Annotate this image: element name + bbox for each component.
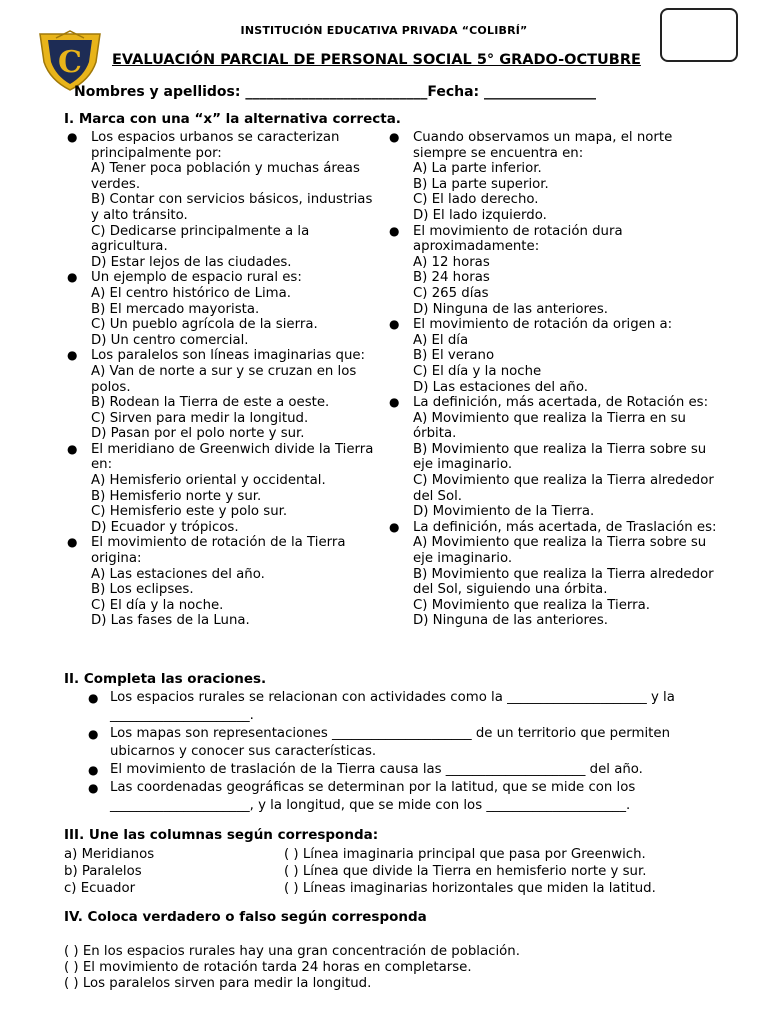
exam-title: EVALUACIÓN PARCIAL DE PERSONAL SOCIAL 5° GRADO-OCTUBRE bbox=[112, 52, 641, 68]
answer-option[interactable]: D) Las estaciones del año. bbox=[413, 379, 588, 395]
question-item bbox=[64, 442, 382, 536]
completion-item bbox=[88, 761, 728, 779]
match-term: b) Paralelos bbox=[64, 864, 142, 879]
question-text: Los paralelos son líneas imaginarias que: bbox=[91, 348, 366, 364]
section-2-items bbox=[88, 689, 728, 815]
answer-option[interactable]: A) Hemisferio oriental y occidental. bbox=[91, 473, 326, 489]
question-item bbox=[64, 348, 382, 442]
answer-option[interactable]: D) Ninguna de las anteriores. bbox=[413, 613, 609, 629]
section-1-left-column bbox=[64, 130, 382, 629]
answer-option[interactable]: A) Tener poca población y muchas áreas verdes. bbox=[91, 161, 360, 192]
bullet-icon: ● bbox=[389, 519, 400, 534]
answer-option[interactable]: C) El lado derecho. bbox=[413, 192, 539, 208]
bullet-icon: ● bbox=[389, 317, 400, 332]
answer-option[interactable]: C) Sirven para medir la longitud. bbox=[91, 410, 309, 426]
answer-option[interactable]: B) Hemisferio norte y sur. bbox=[91, 488, 262, 504]
answer-option[interactable]: B) Rodean la Tierra de este a oeste. bbox=[91, 395, 330, 411]
answer-option[interactable]: B) Los eclipses. bbox=[91, 582, 194, 598]
question-item bbox=[386, 317, 726, 395]
school-name: INSTITUCIÓN EDUCATIVA PRIVADA “COLIBRÍ” bbox=[240, 24, 528, 37]
bullet-icon: ● bbox=[389, 395, 400, 410]
bullet-icon: ● bbox=[88, 781, 99, 795]
answer-option[interactable]: D) Un centro comercial. bbox=[91, 332, 249, 348]
answer-option[interactable]: B) Movimiento que realiza la Tierra sobre su eje imaginario. bbox=[413, 441, 707, 473]
bullet-icon: ● bbox=[389, 130, 400, 144]
bullet-icon: ● bbox=[67, 535, 78, 550]
match-term: c) Ecuador bbox=[64, 881, 136, 896]
logo-letter: C bbox=[58, 45, 82, 80]
completion-item bbox=[88, 779, 728, 815]
completion-text[interactable]: El movimiento de traslación de la Tierra causa las _____________________ del año. bbox=[110, 762, 643, 777]
question-text: La definición, más acertada, de Rotación es: bbox=[413, 395, 709, 411]
answer-option[interactable]: D) Estar lejos de las ciudades. bbox=[91, 254, 292, 270]
bullet-icon: ● bbox=[67, 348, 78, 363]
true-false-item[interactable]: ( ) En los espacios rurales hay una gran concentración de población. bbox=[64, 944, 520, 959]
true-false-item[interactable]: ( ) El movimiento de rotación tarda 24 horas en completarse. bbox=[64, 960, 472, 975]
answer-option[interactable]: A) 12 horas bbox=[413, 254, 490, 270]
answer-option[interactable]: C) Hemisferio este y polo sur. bbox=[91, 504, 288, 520]
answer-option[interactable]: B) 24 horas bbox=[413, 270, 490, 286]
answer-option[interactable]: B) Contar con servicios básicos, industrias y alto tránsito. bbox=[91, 192, 373, 223]
question-text: Los espacios urbanos se caracterizan principalmente por: bbox=[91, 130, 340, 161]
bullet-icon: ● bbox=[88, 691, 99, 705]
match-definition[interactable]: ( ) Líneas imaginarias horizontales que miden la latitud. bbox=[284, 881, 656, 896]
section-4-heading: IV. Coloca verdadero o falso según corresponda bbox=[64, 909, 427, 925]
answer-option[interactable]: C) 265 días bbox=[413, 285, 489, 301]
question-item bbox=[386, 395, 726, 520]
completion-text[interactable]: Los mapas son representaciones _____________________ de un territorio que permiten ubicarnos y conocer sus características. bbox=[110, 726, 671, 759]
bullet-icon: ● bbox=[88, 727, 99, 741]
question-text: El meridiano de Greenwich divide la Tierra en: bbox=[91, 441, 374, 473]
answer-option[interactable]: A) Van de norte a sur y se cruzan en los polos. bbox=[91, 363, 357, 395]
question-item bbox=[386, 520, 726, 629]
section-2-heading: II. Completa las oraciones. bbox=[64, 671, 267, 687]
school-logo bbox=[36, 28, 104, 92]
question-text: La definición, más acertada, de Traslación es: bbox=[413, 519, 717, 535]
match-definition[interactable]: ( ) Línea imaginaria principal que pasa por Greenwich. bbox=[284, 847, 646, 862]
answer-option[interactable]: A) Movimiento que realiza la Tierra sobre su eje imaginario. bbox=[413, 535, 707, 567]
completion-text[interactable]: Las coordenadas geográficas se determinan por la latitud, que se mide con los _____________________, y la longitud, que se mide con los _____________________. bbox=[110, 780, 636, 813]
answer-option[interactable]: C) El día y la noche. bbox=[91, 597, 224, 613]
answer-option[interactable]: D) Las fases de la Luna. bbox=[91, 613, 250, 629]
question-item bbox=[64, 130, 382, 270]
answer-option[interactable]: B) El mercado mayorista. bbox=[91, 301, 260, 317]
bullet-icon: ● bbox=[67, 130, 78, 144]
answer-option[interactable]: D) Ecuador y trópicos. bbox=[91, 519, 239, 535]
match-right-column bbox=[284, 846, 656, 897]
completion-item bbox=[88, 725, 728, 761]
answer-option[interactable]: B) El verano bbox=[413, 348, 495, 364]
answer-option[interactable]: A) Movimiento que realiza la Tierra en su órbita. bbox=[413, 410, 686, 442]
answer-option[interactable]: C) Dedicarse principalmente a la agricultura. bbox=[91, 223, 310, 255]
section-3-heading: III. Une las columnas según corresponda: bbox=[64, 827, 379, 843]
answer-option[interactable]: C) Un pueblo agrícola de la sierra. bbox=[91, 317, 318, 333]
answer-option[interactable]: C) Movimiento que realiza la Tierra alrededor del Sol. bbox=[413, 473, 714, 504]
question-item bbox=[64, 535, 382, 629]
question-item bbox=[386, 224, 726, 318]
question-item bbox=[64, 270, 382, 348]
question-text: El movimiento de rotación dura aproximadamente: bbox=[413, 223, 623, 255]
answer-option[interactable]: B) La parte superior. bbox=[413, 176, 549, 192]
answer-option[interactable]: D) Movimiento de la Tierra. bbox=[413, 504, 595, 520]
answer-option[interactable]: D) Ninguna de las anteriores. bbox=[413, 301, 609, 317]
match-left-column bbox=[64, 846, 154, 897]
answer-option[interactable]: D) El lado izquierdo. bbox=[413, 207, 547, 223]
question-text: Un ejemplo de espacio rural es: bbox=[91, 270, 302, 286]
match-term: a) Meridianos bbox=[64, 847, 155, 862]
answer-option[interactable]: D) Pasan por el polo norte y sur. bbox=[91, 426, 305, 442]
answer-option[interactable]: A) El día bbox=[413, 332, 469, 348]
answer-option[interactable]: A) La parte inferior. bbox=[413, 161, 542, 177]
match-definition[interactable]: ( ) Línea que divide la Tierra en hemisferio norte y sur. bbox=[284, 864, 647, 879]
section-1-heading: I. Marca con una “x” la alternativa correcta. bbox=[64, 111, 401, 127]
bullet-icon: ● bbox=[389, 223, 400, 238]
answer-option[interactable]: C) Movimiento que realiza la Tierra. bbox=[413, 597, 650, 613]
completion-item bbox=[88, 689, 728, 725]
bullet-icon: ● bbox=[67, 270, 78, 285]
answer-option[interactable]: A) Las estaciones del año. bbox=[91, 566, 265, 582]
bullet-icon: ● bbox=[67, 441, 78, 456]
answer-option[interactable]: A) El centro histórico de Lima. bbox=[91, 285, 292, 301]
completion-text[interactable]: Los espacios rurales se relacionan con actividades como la _____________________ y la _____________________. bbox=[110, 690, 675, 723]
question-text: El movimiento de rotación da origen a: bbox=[413, 317, 673, 333]
answer-option[interactable]: B) Movimiento que realiza la Tierra alrededor del Sol, siguiendo una órbita. bbox=[413, 566, 714, 598]
question-item bbox=[386, 130, 726, 224]
true-false-item[interactable]: ( ) Los paralelos sirven para medir la longitud. bbox=[64, 976, 372, 991]
true-false-items bbox=[64, 944, 520, 992]
name-date-line: Nombres y apellidos: __________________________Fecha: ________________ bbox=[74, 84, 597, 100]
answer-option[interactable]: C) El día y la noche bbox=[413, 363, 542, 379]
bullet-icon: ● bbox=[88, 763, 99, 777]
question-text: Cuando observamos un mapa, el norte siempre se encuentra en: bbox=[413, 130, 673, 161]
question-text: El movimiento de rotación de la Tierra origina: bbox=[91, 535, 346, 567]
section-1-right-column bbox=[386, 130, 726, 629]
